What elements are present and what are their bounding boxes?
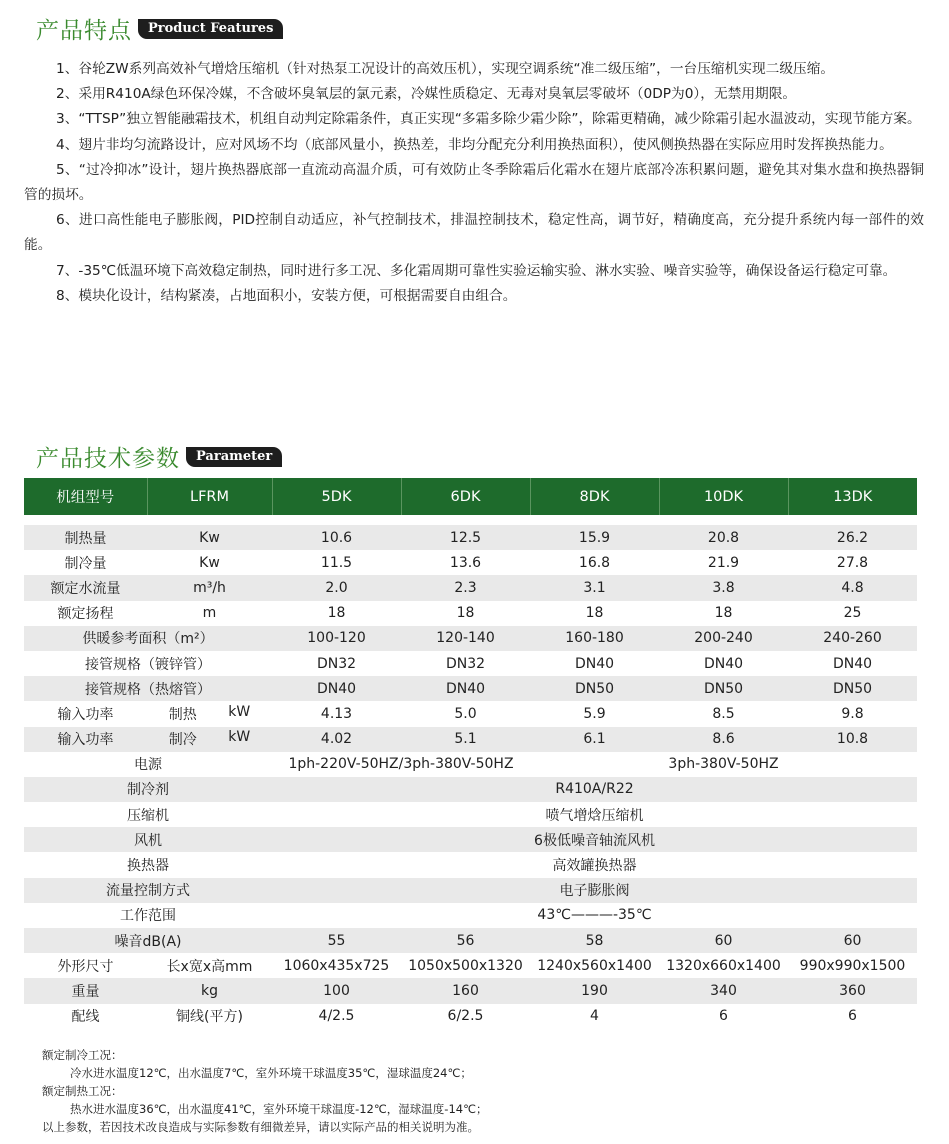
table-cell: 3.1 — [530, 575, 659, 600]
table-cell: 6 — [659, 1004, 788, 1029]
table-cell: 电子膨胀阀 — [272, 878, 917, 903]
header-series: LFRM — [147, 478, 272, 515]
table-cell: 5.0 — [401, 701, 530, 726]
row-unit: Kw — [147, 550, 272, 575]
table-cell: 1ph-220V-50HZ/3ph-380V-50HZ — [272, 752, 530, 777]
table-cell: 240-260 — [788, 626, 917, 651]
table-cell: DN40 — [401, 676, 530, 701]
row-label: 外形尺寸 — [24, 953, 147, 978]
table-cell: 2.0 — [272, 575, 401, 600]
row-label: 制冷量 — [24, 550, 147, 575]
header-model-label: 机组型号 — [24, 478, 147, 515]
table-cell: R410A/R22 — [272, 777, 917, 802]
table-cell: 11.5 — [272, 550, 401, 575]
table-row — [24, 852, 917, 877]
disclaimer: 以上参数，若因技术改良造成与实际参数有细微差异，请以实际产品的相关说明为准。 — [42, 1120, 479, 1134]
table-cell: 16.8 — [530, 550, 659, 575]
parameter-table — [24, 478, 917, 1029]
features-badge: Product Features — [138, 19, 283, 39]
row-unit-text: kW — [228, 703, 251, 720]
table-cell: 1320x660x1400 — [659, 953, 788, 978]
features-header — [36, 12, 283, 45]
row-label: 风机 — [24, 827, 272, 852]
table-row — [24, 575, 917, 600]
row-mode: 制冷 — [168, 732, 197, 749]
header-model: 10DK — [659, 478, 788, 515]
table-row — [24, 727, 917, 752]
table-cell: 21.9 — [659, 550, 788, 575]
table-cell: 990x990x1500 — [788, 953, 917, 978]
table-cell: 55 — [272, 928, 401, 953]
table-cell: 4.02 — [272, 727, 401, 752]
table-cell: DN40 — [659, 651, 788, 676]
table-row — [24, 777, 917, 802]
table-cell: 18 — [401, 601, 530, 626]
table-cell: 27.8 — [788, 550, 917, 575]
row-unit-text: kW — [228, 729, 251, 746]
table-cell: 8.5 — [659, 701, 788, 726]
table-row — [24, 701, 917, 726]
row-label: 压缩机 — [24, 802, 272, 827]
table-cell: 100 — [272, 978, 401, 1003]
table-cell: 43℃———-35℃ — [272, 903, 917, 928]
row-label: 额定水流量 — [24, 575, 147, 600]
table-cell: 20.8 — [659, 525, 788, 550]
table-cell: 160 — [401, 978, 530, 1003]
parameters-header — [36, 440, 282, 473]
table-spacer — [24, 515, 917, 525]
row-label: 噪音dB(A) — [24, 928, 272, 953]
table-cell: 1050x500x1320 — [401, 953, 530, 978]
table-cell: 13.6 — [401, 550, 530, 575]
table-row — [24, 676, 917, 701]
table-header-row — [24, 478, 917, 515]
row-label: 电源 — [24, 752, 272, 777]
table-cell: 10.8 — [788, 727, 917, 752]
table-cell: 10.6 — [272, 525, 401, 550]
table-row — [24, 550, 917, 575]
table-row — [24, 827, 917, 852]
table-cell: 4.13 — [272, 701, 401, 726]
table-row — [24, 928, 917, 953]
row-label: 配线 — [24, 1004, 147, 1029]
table-cell: 1240x560x1400 — [530, 953, 659, 978]
table-cell: 4 — [530, 1004, 659, 1029]
row-unit: 铜线(平方) — [147, 1004, 272, 1029]
row-label: 流量控制方式 — [24, 878, 272, 903]
table-row — [24, 1004, 917, 1029]
table-cell: 18 — [272, 601, 401, 626]
row-label: 接管规格（镀锌管） — [24, 651, 272, 676]
table-cell: 8.6 — [659, 727, 788, 752]
table-cell: DN32 — [272, 651, 401, 676]
row-unit: m — [147, 601, 272, 626]
row-label: 工作范围 — [24, 903, 272, 928]
table-cell: 3.8 — [659, 575, 788, 600]
parameters-badge: Parameter — [186, 447, 282, 467]
table-cell: 18 — [659, 601, 788, 626]
table-cell: 200-240 — [659, 626, 788, 651]
feature-item: 4、翅片非均匀流路设计，应对风场不均（底部风量小，换热差，非均分配充分利用换热面积），使风侧换热器在实际应用时发挥换热能力。 — [56, 136, 893, 153]
row-unit: kg — [147, 978, 272, 1003]
table-row — [24, 802, 917, 827]
header-model: 8DK — [530, 478, 659, 515]
table-cell: 9.8 — [788, 701, 917, 726]
feature-item: 7、-35℃低温环境下高效稳定制热，同时进行多工况、多化霜周期可靠性实验运输实验、淋水实验、噪音实验等，确保设备运行稳定可靠。 — [56, 262, 897, 279]
row-unit — [147, 701, 272, 726]
row-label: 接管规格（热熔管） — [24, 676, 272, 701]
row-label: 输入功率 — [24, 701, 147, 726]
table-cell: DN40 — [530, 651, 659, 676]
row-label: 额定扬程 — [24, 601, 147, 626]
table-cell: 60 — [788, 928, 917, 953]
cooling-condition-title: 额定制冷工况： — [42, 1048, 123, 1062]
table-cell: 6极低噪音轴流风机 — [272, 827, 917, 852]
table-cell: DN50 — [530, 676, 659, 701]
feature-item: 1、谷轮ZW系列高效补气增焓压缩机（针对热泵工况设计的高效压机），实现空调系统“准二级压缩”，一台压缩机实现二级压缩。 — [56, 61, 835, 77]
row-mode: 制热 — [168, 706, 197, 723]
table-row — [24, 978, 917, 1003]
table-cell: 12.5 — [401, 525, 530, 550]
row-unit: m³/h — [147, 575, 272, 600]
table-cell: 190 — [530, 978, 659, 1003]
features-title: 产品特点 — [36, 18, 132, 44]
table-cell: DN40 — [788, 651, 917, 676]
table-row — [24, 525, 917, 550]
header-model: 13DK — [788, 478, 917, 515]
table-cell: 25 — [788, 601, 917, 626]
heating-condition-text: 热水进水温度36℃，出水温度41℃，室外环境干球温度-12℃，湿球温度-14℃； — [70, 1102, 488, 1116]
table-cell: 160-180 — [530, 626, 659, 651]
table-cell: 5.9 — [530, 701, 659, 726]
feature-item: 5、“过冷抑冰”设计，翅片换热器底部一直流动高温介质，可有效防止冬季除霜后化霜水在翅片底部冷冻积累问题，避免其对集水盘和换热器铜管的损坏。 — [24, 161, 924, 204]
row-label: 输入功率 — [24, 727, 147, 752]
table-cell: 60 — [659, 928, 788, 953]
table-cell: 26.2 — [788, 525, 917, 550]
row-unit — [147, 727, 272, 752]
table-cell: 5.1 — [401, 727, 530, 752]
table-row — [24, 651, 917, 676]
table-cell: 6.1 — [530, 727, 659, 752]
table-cell: 2.3 — [401, 575, 530, 600]
table-cell: DN50 — [659, 676, 788, 701]
row-unit: Kw — [147, 525, 272, 550]
table-row — [24, 752, 917, 777]
row-unit: 长x宽x高mm — [147, 953, 272, 978]
table-cell: 56 — [401, 928, 530, 953]
cooling-condition-text: 冷水进水温度12℃，出水温度7℃，室外环境干球温度35℃，湿球温度24℃； — [70, 1066, 472, 1080]
row-label: 制冷剂 — [24, 777, 272, 802]
table-cell: 6/2.5 — [401, 1004, 530, 1029]
features-list — [24, 57, 924, 309]
table-cell: 高效罐换热器 — [272, 852, 917, 877]
table-cell: 4/2.5 — [272, 1004, 401, 1029]
footnotes — [42, 1046, 488, 1136]
table-cell: 3ph-380V-50HZ — [530, 752, 917, 777]
feature-item: 6、进口高性能电子膨胀阀，PID控制自动适应，补气控制技术，排温控制技术，稳定性高，调节好，精确度高，充分提升系统内每一部件的效能。 — [24, 212, 924, 254]
header-model: 6DK — [401, 478, 530, 515]
header-model: 5DK — [272, 478, 401, 515]
row-label: 制热量 — [24, 525, 147, 550]
table-cell: 360 — [788, 978, 917, 1003]
table-cell: 4.8 — [788, 575, 917, 600]
row-label: 供暖参考面积（m²） — [24, 626, 272, 651]
table-cell: 340 — [659, 978, 788, 1003]
table-cell: 100-120 — [272, 626, 401, 651]
feature-item: 3、“TTSP”独立智能融霜技术，机组自动判定除霜条件，真正实现“多霜多除少霜少除”，除霜更精确，减少除霜引起水温波动，实现节能方案。 — [56, 111, 921, 128]
table-cell: 58 — [530, 928, 659, 953]
table-cell: DN50 — [788, 676, 917, 701]
table-cell: DN40 — [272, 676, 401, 701]
table-cell: 120-140 — [401, 626, 530, 651]
table-cell: 1060x435x725 — [272, 953, 401, 978]
feature-item: 2、采用R410A绿色环保冷媒，不含破坏臭氧层的氯元素，冷媒性质稳定、无毒对臭氧层零破坏（0DP为0），无禁用期限。 — [56, 86, 797, 103]
table-cell: 喷气增焓压缩机 — [272, 802, 917, 827]
table-row — [24, 878, 917, 903]
table-row — [24, 601, 917, 626]
table-cell: DN32 — [401, 651, 530, 676]
table-row — [24, 903, 917, 928]
table-cell: 18 — [530, 601, 659, 626]
table-row — [24, 626, 917, 651]
row-label: 换热器 — [24, 852, 272, 877]
feature-item: 8、模块化设计，结构紧凑，占地面积小，安装方便，可根据需要自由组合。 — [56, 287, 517, 304]
table-cell: 6 — [788, 1004, 917, 1029]
heating-condition-title: 额定制热工况： — [42, 1084, 123, 1098]
table-cell: 15.9 — [530, 525, 659, 550]
table-row — [24, 953, 917, 978]
parameters-title: 产品技术参数 — [36, 446, 180, 472]
row-label: 重量 — [24, 978, 147, 1003]
